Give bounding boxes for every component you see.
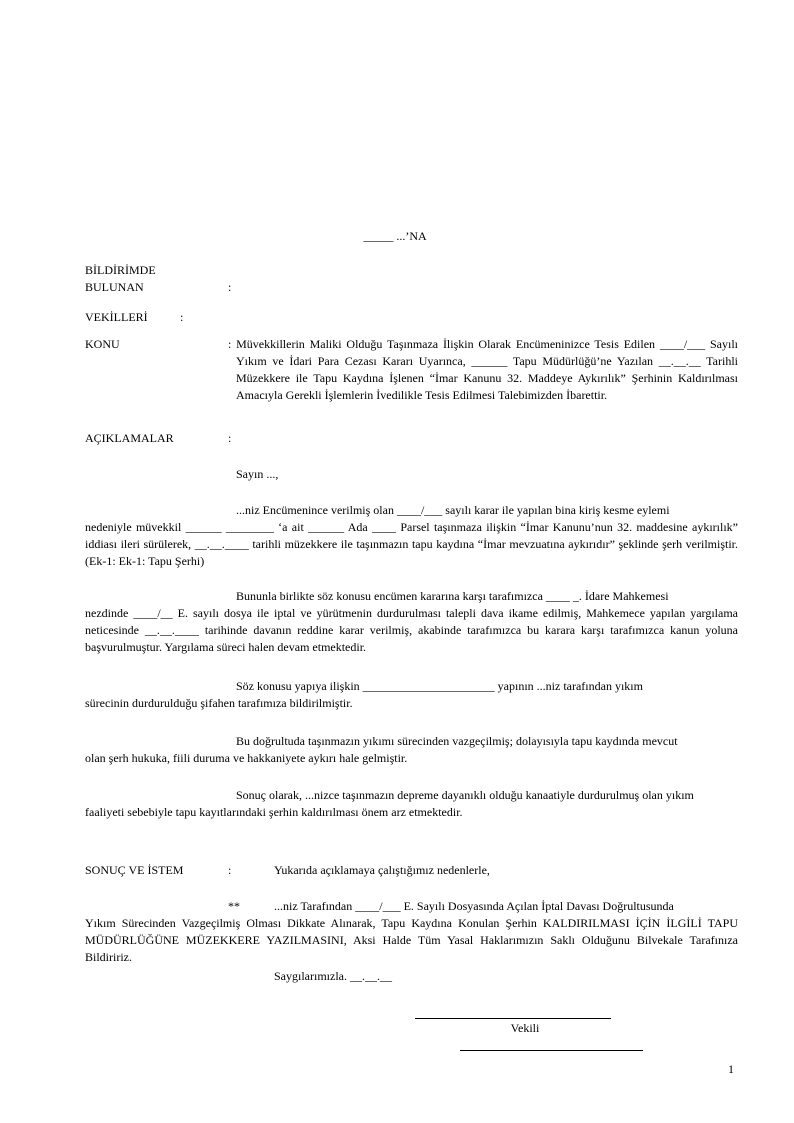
paragraph-5-rest: faaliyeti sebebiyle tapu kayıtlarındaki şerhin kaldırılması önem arz etmektedir.: [85, 805, 463, 819]
paragraph-4: [85, 733, 738, 767]
paragraph-2: [85, 588, 738, 656]
paragraph-1: [85, 502, 738, 570]
paragraph-5-first-line: Sonuç olarak, ...nizce taşınmazın depreme dayanıklı olduğu kanaatiyle durdurulmuş olan yıkım: [236, 788, 694, 802]
paragraph-3-rest: sürecinin durdurulduğu şifahen tarafımıza bildirilmiştir.: [85, 696, 353, 710]
konu-text: [228, 336, 738, 404]
paragraph-1-first-line: ...niz Encümenince verilmiş olan ____/___ sayılı karar ile yapılan bina kiriş kesme eylemi: [236, 503, 670, 517]
paragraph-3: [85, 678, 738, 712]
colon-aciklamalar: :: [228, 431, 232, 445]
signature-line-bottom: [460, 1050, 643, 1051]
signature-line-top: [415, 1018, 611, 1019]
signature-label: Vekili: [510, 1021, 540, 1035]
paragraph-3-first-line: Söz konusu yapıya ilişkin ______________________ yapının ...niz tarafından yıkım: [236, 679, 643, 693]
paragraph-4-rest: olan şerh hukuka, fiili duruma ve hakkaniyete aykırı hale gelmiştir.: [85, 751, 408, 765]
istem-rest: Yıkım Sürecinden Vazgeçilmiş Olması Dikkate Alınarak, Tapu Kaydına Konulan Şerhin KALDIRILMASI İÇİN İLGİLİ TAPU MÜDÜRLÜĞÜNE MÜZEKKERE YAZILMASINI, Aksi Halde Tüm Yasal Haklarımızın Saklı Olduğunu Bilvekale Tarafınıza Bildiririz.: [85, 916, 738, 964]
colon-vekilleri: :: [180, 310, 184, 324]
paragraph-5: [85, 787, 738, 821]
paragraph-1-rest: nedeniyle müvekkil ______ ________ ‘a ait ______ Ada ____ Parsel taşınmaza ilişkin “İmar Kanunu’nun 32. maddesine aykırılık” iddiası ileri sürülerek, __.__.____ tarihli müzekkere ile taşınmazın tapu kaydına “İmar mevzuatına aykırıdır” şeklinde şerh verilmiştir. (Ek-1: Ek-1: Tapu Şerhi): [85, 520, 738, 568]
heading: _____ ...’NA: [363, 229, 427, 243]
page-number: 1: [728, 1062, 734, 1076]
salutation: Sayın ...,: [236, 467, 279, 481]
colon-bulunan: :: [228, 280, 232, 294]
sonuc-intro: Yukarıda açıklamaya çalıştığımız nedenlerle,: [274, 863, 490, 877]
closing: Saygılarımızla. __.__.__: [274, 969, 392, 983]
label-vekilleri: VEKİLLERİ: [85, 310, 148, 324]
istem-marker: **: [228, 899, 240, 913]
konu-body: : Müvekkillerin Maliki Olduğu Taşınmaza İlişkin Olarak Encümeninizce Tesis Edilen ____/___ Sayılı Yıkım ve İdari Para Cezası Kararı Uyarınca, ______ Tapu Müdürlüğü’ne Yazılan __.__.__ Tarihli Müzekkere ile Tapu Kaydına İşlenen “İmar Kanunu 32. Maddeye Aykırılık” Şerhinin Kaldırılması Amacıyla Gerekli İşlemlerin İvedilikle Tesis Edilmesi Talebimizden İbarettir.: [228, 337, 738, 402]
istem-first-text: ...niz Tarafından ____/___ E. Sayılı Dosyasında Açılan İptal Davası Doğrultusunda: [274, 899, 674, 913]
paragraph-2-rest: nezdinde ____/__ E. sayılı dosya ile iptal ve yürütmenin durdurulması talepli dava ikame edilmiş, Mahkemece yapılan yargılama neticesinde __.__.____ tarihinde davanın reddine karar verilmiş, akabinde tarafımızca bu karara karşı tarafımızca kanun yoluna başvurulmuştur. Yargılama süreci halen devam etmektedir.: [85, 606, 738, 654]
paragraph-4-first-line: Bu doğrultuda taşınmazın yıkımı sürecinden vazgeçilmiş; dolayısıyla tapu kaydında mevcut: [236, 734, 678, 748]
label-konu: KONU: [85, 337, 120, 351]
label-bildirimde: BİLDİRİMDE: [85, 263, 156, 277]
istem-paragraph: [85, 898, 738, 966]
label-aciklamalar: AÇIKLAMALAR: [85, 431, 174, 445]
label-sonuc-istem: SONUÇ VE İSTEM: [85, 863, 184, 877]
colon-sonuc: :: [228, 863, 232, 877]
paragraph-2-first-line: Bununla birlikte söz konusu encümen kararına karşı tarafımızca ____ _. İdare Mahkemesi: [236, 589, 669, 603]
istem-first-line: [85, 898, 738, 915]
label-bulunan: BULUNAN: [85, 280, 144, 294]
